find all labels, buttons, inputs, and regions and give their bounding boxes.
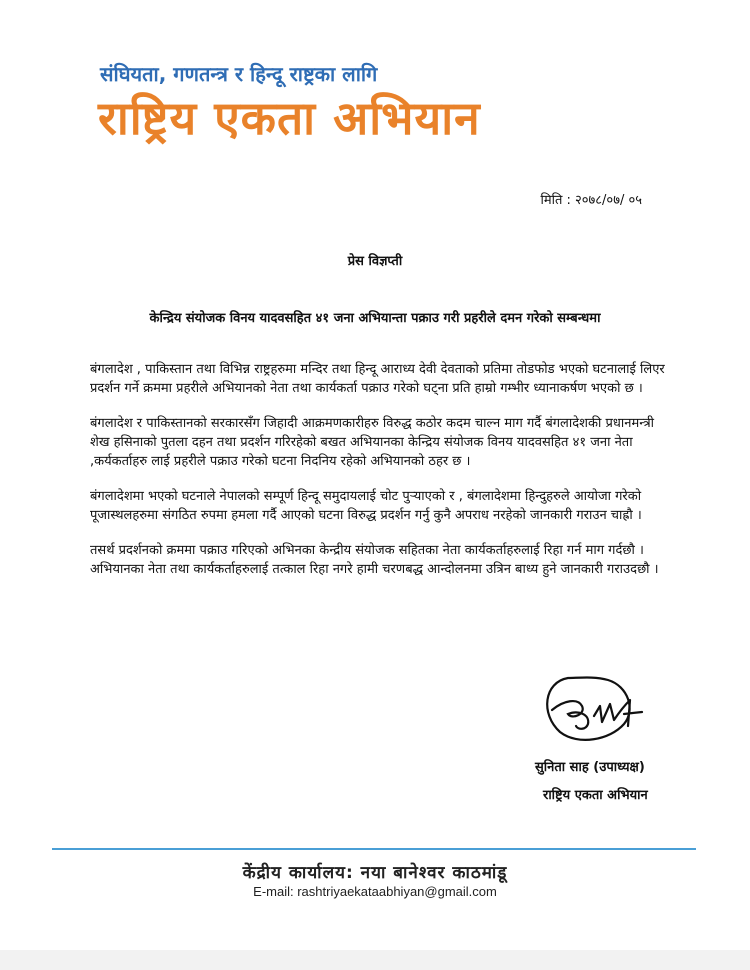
header-org-name: राष्ट्रिय एकता अभियान: [98, 91, 481, 145]
header-subtitle: संघियता, गणतन्त्र र हिन्दू राष्ट्रका लागि: [100, 62, 378, 86]
signer-name: सुनिता साह (उपाध्यक्ष): [535, 760, 645, 775]
footer-email: E-mail: rashtriyaekataabhiyan@gmail.com: [253, 884, 497, 899]
signer-organization: राष्ट्रिय एकता अभियान: [543, 788, 648, 803]
footer-divider: [52, 848, 696, 850]
body-paragraph: बंगलादेशमा भएको घटनाले नेपालको सम्पूर्ण हिन्दू समुदायलाई चोट पुर्‍याएको र , बंगलादेशमा हिन्दुहरुले आयोजा गरेको पूजास्थलहरुमा संगठित रुपमा हमला गर्दै आएको घटना विरुद्ध प्रदर्शन गर्नु कुनै अपराध नरहेको जानकारी गराउन चाह्रौ ।: [90, 489, 642, 523]
bottom-band: [0, 950, 750, 970]
body-text: [90, 360, 668, 595]
press-release-heading: प्रेस विज्ञप्ती: [347, 254, 403, 269]
date-line: मिति : २०७८/०७/ ०५: [540, 193, 642, 208]
body-paragraph: बंगलादेश , पाकिस्तान तथा विभिन्न राष्ट्रहरुमा मन्दिर तथा हिन्दू आराध्य देवी देवताको प्रतिमा तोडफोड भएको घटनालाई लिएर प्रदर्शन गर्ने क्रममा प्रहरीले अभियानको नेता तथा कार्यकर्ता पक्राउ गरेको घट्ना प्रति हाम्रो गम्भीर ध्यानाकर्षण भएको छ ।: [90, 362, 665, 396]
body-paragraph: तसर्थ प्रदर्शनको क्रममा पक्राउ गरिएको अभिनका केन्द्रीय संयोजक सहितका नेता कार्यकर्ताहरुलाई रिहा गर्न माग गर्दछौ । अभियानका नेता तथा कार्यकर्ताहरुलाई तत्काल रिहा नगरे हामी चरणबद्ध आन्दोलनमा उत्रिन बाध्य हुने जानकारी गराउदछौ ।: [90, 543, 659, 577]
signature-image: [538, 670, 660, 742]
footer-address: केंद्रीय कार्यालय: नया बानेश्वर काठमांडू: [242, 863, 508, 883]
body-paragraph: बंगलादेश र पाकिस्तानको सरकारसँग जिहादी आक्रमणकारीहरु विरुद्ध कठोर कदम चाल्न माग गर्दै बंगलादेशकी प्रधानमन्त्री शेख हसिनाको पुतला दहन तथा प्रदर्शन गरिरहेको बखत अभियानका केन्द्रिय संयोजक विनय यादवसहित ४१ जना नेता ,कर्यकर्ताहरु लाई प्रहरीले पक्राउ गरेको घटना निदनिय रहेको अभियानको ठहर छ ।: [90, 416, 654, 469]
subject-line: केन्द्रिय संयोजक विनय यादवसहित ४१ जना अभियान्ता पक्राउ गरी प्रहरीले दमन गरेको सम्बन्धमा: [149, 311, 601, 326]
